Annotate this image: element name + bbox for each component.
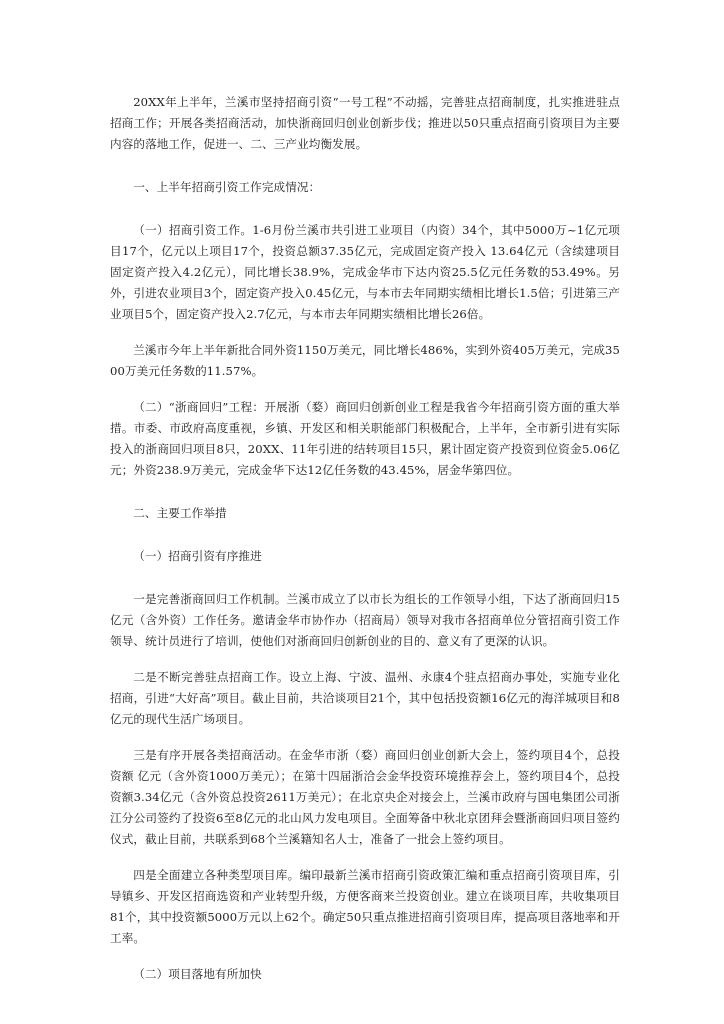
paragraph-mechanism: 一是完善浙商回归工作机制。兰溪市成立了以市长为组长的工作领导小组，下达了浙商回归15亿元（含外资）工作任务。邀请金华市协作办（招商局）领导对我市各招商单位分管招商引资工作领导、统计员进行了培训，使他们对浙商回归创新创业的目的、意义有了更深的认识。 [110,592,620,648]
subsection-heading-1: （一）招商引资有序推进 [133,549,262,563]
section-heading-1: 一、上半年招商引资工作完成情况： [133,180,321,194]
paragraph-foreign-capital: 兰溪市今年上半年新批合同外资1150万美元，同比增长486%，实到外资405万美元，完成3500万美元任务数的11.57%。 [110,343,620,378]
section-heading-2: 二、主要工作举措 [133,506,227,520]
paragraph-project-library: 四是全面建立各种类型项目库。编印最新兰溪市招商引资政策汇编和重点招商引资项目库，引导镇乡、开发区招商选资和产业转型升级，方便客商来兰投资创业。建立在谈项目库，共收集项目81个，其中投资额5000万元以上62个。确定50只重点推进招商引资项目库，提高项目落地率和开工率。 [110,868,620,945]
paragraph-investment-work: （一）招商引资工作。1-6月份兰溪市共引进工业项目（内资）34个，其中5000万~1亿元项目17个，亿元以上项目17个，投资总额37.35亿元，完成固定资产投入 13.64亿元（含续建项目固定资产投入4.2亿元），同比增长38.9%，完成金华市下达内资25.5亿元任务数的53.49%。另外，引进农业项目3个，固定资产投入0.45亿元，与本市去年同期实绩相比增长1.5倍；引进第三产业项目5个，固定资产投入2.7亿元，与本市去年同期实绩相比增长26倍。 [110,223,620,321]
intro-paragraph: 20XX年上半年，兰溪市坚持招商引资“一号工程”不动摇，完善驻点招商制度，扎实推进驻点招商工作；开展各类招商活动，加快浙商回归创业创新步伐；推进以50只重点招商引资项目为主要内容的落地工作，促进一、二、三产业均衡发展。 [110,95,620,151]
paragraph-resident-offices: 二是不断完善驻点招商工作。设立上海、宁波、温州、永康4个驻点招商办事处，实施专业化招商，引进“大好高”项目。截止目前，共洽谈项目21个，其中包括投资额16亿元的海洋城项目和8亿元的现代生活广场项目。 [110,670,620,726]
subsection-heading-2: （二）项目落地有所加快 [133,967,262,981]
paragraph-zheshang-return: （二）“浙商回归”工程：开展浙（婺）商回归创新创业工程是我省今年招商引资方面的重大举措。市委、市政府高度重视，乡镇、开发区和相关职能部门积极配合，上半年，全市新引进有实际投入的浙商回归项目8只，20XX、11年引进的结转项目15只，累计固定资产投资到位资金5.06亿元；外资238.9万美元，完成金华下达12亿任务数的43.45%，居金华第四位。 [110,400,620,477]
paragraph-activities: 三是有序开展各类招商活动。在金华市浙（婺）商回归创业创新大会上，签约项目4个，总投资额 亿元（含外资1000万美元）；在第十四届浙洽会金华投资环境推荐会上，签约项目4个，总投资额3.34亿元（含外资总投资2611万美元）；在北京央企对接会上，兰溪市政府与国电集团公司浙江分公司签约了投资6至8亿元的北山风力发电项目。全面筹备中秋北京团拜会暨浙商回归项目签约仪式，截止目前，共联系到68个兰溪籍知名人士，准备了一批会上签约项目。 [110,748,620,846]
